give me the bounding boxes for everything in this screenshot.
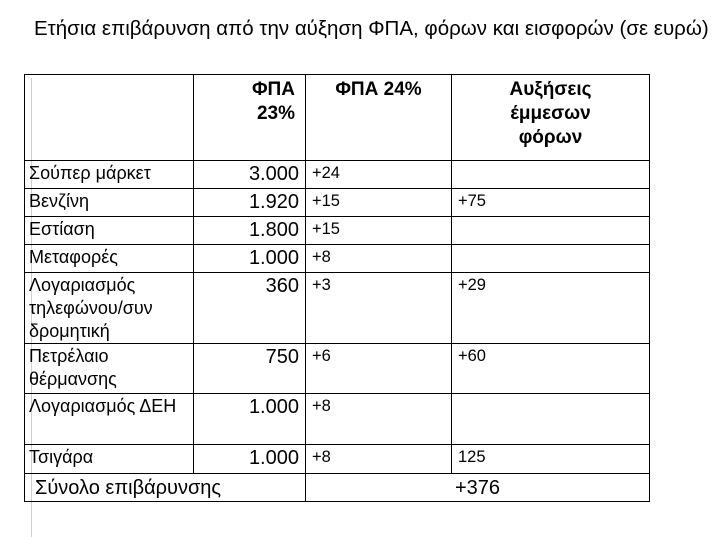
row-vat24: +8	[306, 394, 452, 445]
row-vat23: 750	[194, 344, 306, 394]
row-indirect: +60	[452, 344, 650, 394]
header-empty-cell	[25, 75, 194, 161]
row-name: Λογαριασμός τηλεφώνου/συν δρομητική	[25, 273, 194, 344]
row-vat23: 360	[194, 273, 306, 344]
row-name: Μεταφορές	[25, 245, 194, 273]
row-name: Σούπερ μάρκετ	[25, 161, 194, 189]
row-vat24: +3	[306, 273, 452, 344]
total-row	[25, 474, 650, 502]
header-indirect: Αυξήσεις έμμεσων φόρων	[452, 75, 650, 161]
total-value: +376	[306, 474, 650, 502]
table-row	[25, 445, 650, 474]
row-vat23: 1.000	[194, 445, 306, 474]
row-vat23: 1.000	[194, 394, 306, 445]
row-vat24: +6	[306, 344, 452, 394]
row-name: Βενζίνη	[25, 189, 194, 217]
header-vat23: ΦΠΑ 23%	[194, 75, 306, 161]
row-vat23: 1.000	[194, 245, 306, 273]
row-indirect: 125	[452, 445, 650, 474]
row-vat24: +8	[306, 445, 452, 474]
header-row	[25, 75, 650, 161]
row-indirect: +75	[452, 189, 650, 217]
row-vat24: +8	[306, 245, 452, 273]
row-name: Λογαριασμός ΔΕΗ	[25, 394, 194, 445]
row-name: Πετρέλαιο θέρμανσης	[25, 344, 194, 394]
row-vat23: 1.920	[194, 189, 306, 217]
table-row	[25, 273, 650, 344]
table-row	[25, 161, 650, 189]
row-indirect: +29	[452, 273, 650, 344]
burden-table	[24, 74, 650, 502]
row-indirect	[452, 161, 650, 189]
row-indirect	[452, 394, 650, 445]
row-vat23: 3.000	[194, 161, 306, 189]
row-vat23: 1.800	[194, 217, 306, 245]
table-row	[25, 394, 650, 445]
row-vat24: +24	[306, 161, 452, 189]
total-label: Σύνολο επιβάρυνσης	[25, 474, 306, 502]
table-row	[25, 344, 650, 394]
table-row	[25, 189, 650, 217]
table-row	[25, 245, 650, 273]
row-name: Τσιγάρα	[25, 445, 194, 474]
row-vat24: +15	[306, 189, 452, 217]
row-name: Εστίαση	[25, 217, 194, 245]
row-indirect	[452, 245, 650, 273]
header-vat24: ΦΠΑ 24%	[306, 75, 452, 161]
row-indirect	[452, 217, 650, 245]
table-row	[25, 217, 650, 245]
page-title: Ετήσια επιβάρυνση από την αύξηση ΦΠΑ, φόρων και εισφορών (σε ευρώ)	[34, 17, 709, 40]
row-vat24: +15	[306, 217, 452, 245]
